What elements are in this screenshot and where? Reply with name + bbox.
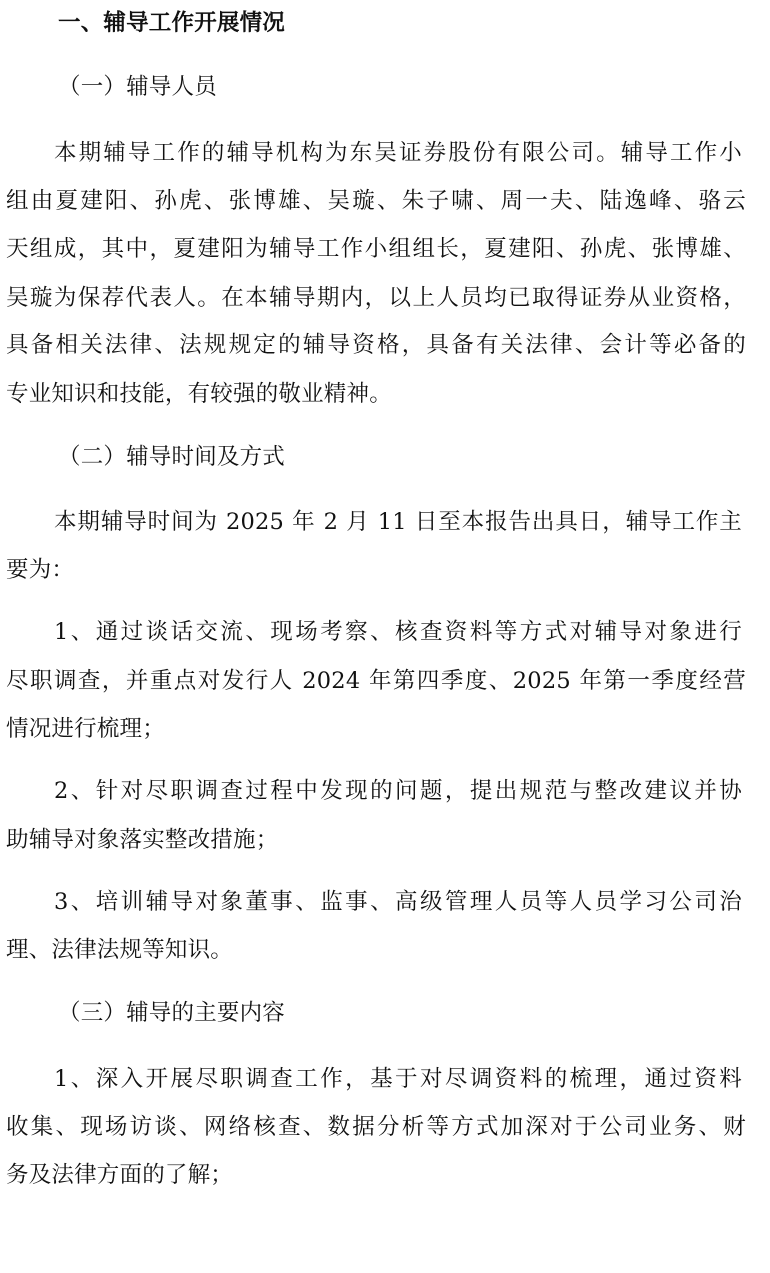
- subsection-title-main-content: （三）辅导的主要内容: [58, 1000, 286, 1026]
- paragraph-line: 本期辅导工作的辅导机构为东吴证券股份有限公司。辅导工作小: [54, 140, 742, 166]
- paragraph-line: 吴璇为保荐代表人。在本辅导期内，以上人员均已取得证券从业资格，: [6, 285, 746, 311]
- list-item-line: 1、深入开展尽职调查工作，基于对尽调资料的梳理，通过资料: [54, 1066, 742, 1092]
- list-item-line: 3、培训辅导对象董事、监事、高级管理人员等人员学习公司治: [54, 889, 742, 915]
- paragraph-line: 具备相关法律、法规规定的辅导资格，具备有关法律、会计等必备的: [6, 332, 746, 358]
- paragraph-line: 专业知识和技能，有较强的敬业精神。: [6, 381, 392, 407]
- list-item-line: 1、通过谈话交流、现场考察、核查资料等方式对辅导对象进行: [54, 619, 742, 645]
- paragraph-line: 要为：: [6, 557, 75, 583]
- list-item-line: 2、针对尽职调查过程中发现的问题，提出规范与整改建议并协: [54, 778, 742, 804]
- section-heading: 一、辅导工作开展情况: [58, 10, 286, 36]
- paragraph-line: 本期辅导时间为 2025 年 2 月 11 日至本报告出具日，辅导工作主: [54, 509, 742, 535]
- list-item-line: 务及法律方面的了解；: [6, 1162, 234, 1188]
- list-item-line: 理、法律法规等知识。: [6, 937, 234, 963]
- list-item-line: 助辅导对象落实整改措施；: [6, 827, 279, 853]
- subsection-title-personnel: （一）辅导人员: [58, 74, 217, 100]
- list-item-line: 情况进行梳理；: [6, 716, 165, 742]
- list-item-line: 收集、现场访谈、网络核查、数据分析等方式加深对于公司业务、财: [6, 1114, 746, 1140]
- paragraph-line: 组由夏建阳、孙虎、张博雄、吴璇、朱子啸、周一夫、陆逸峰、骆云: [6, 188, 746, 214]
- paragraph-line: 天组成，其中，夏建阳为辅导工作小组组长，夏建阳、孙虎、张博雄、: [6, 236, 746, 262]
- list-item-line: 尽职调查，并重点对发行人 2024 年第四季度、2025 年第一季度经营: [6, 668, 746, 694]
- subsection-title-time-method: （二）辅导时间及方式: [58, 444, 286, 470]
